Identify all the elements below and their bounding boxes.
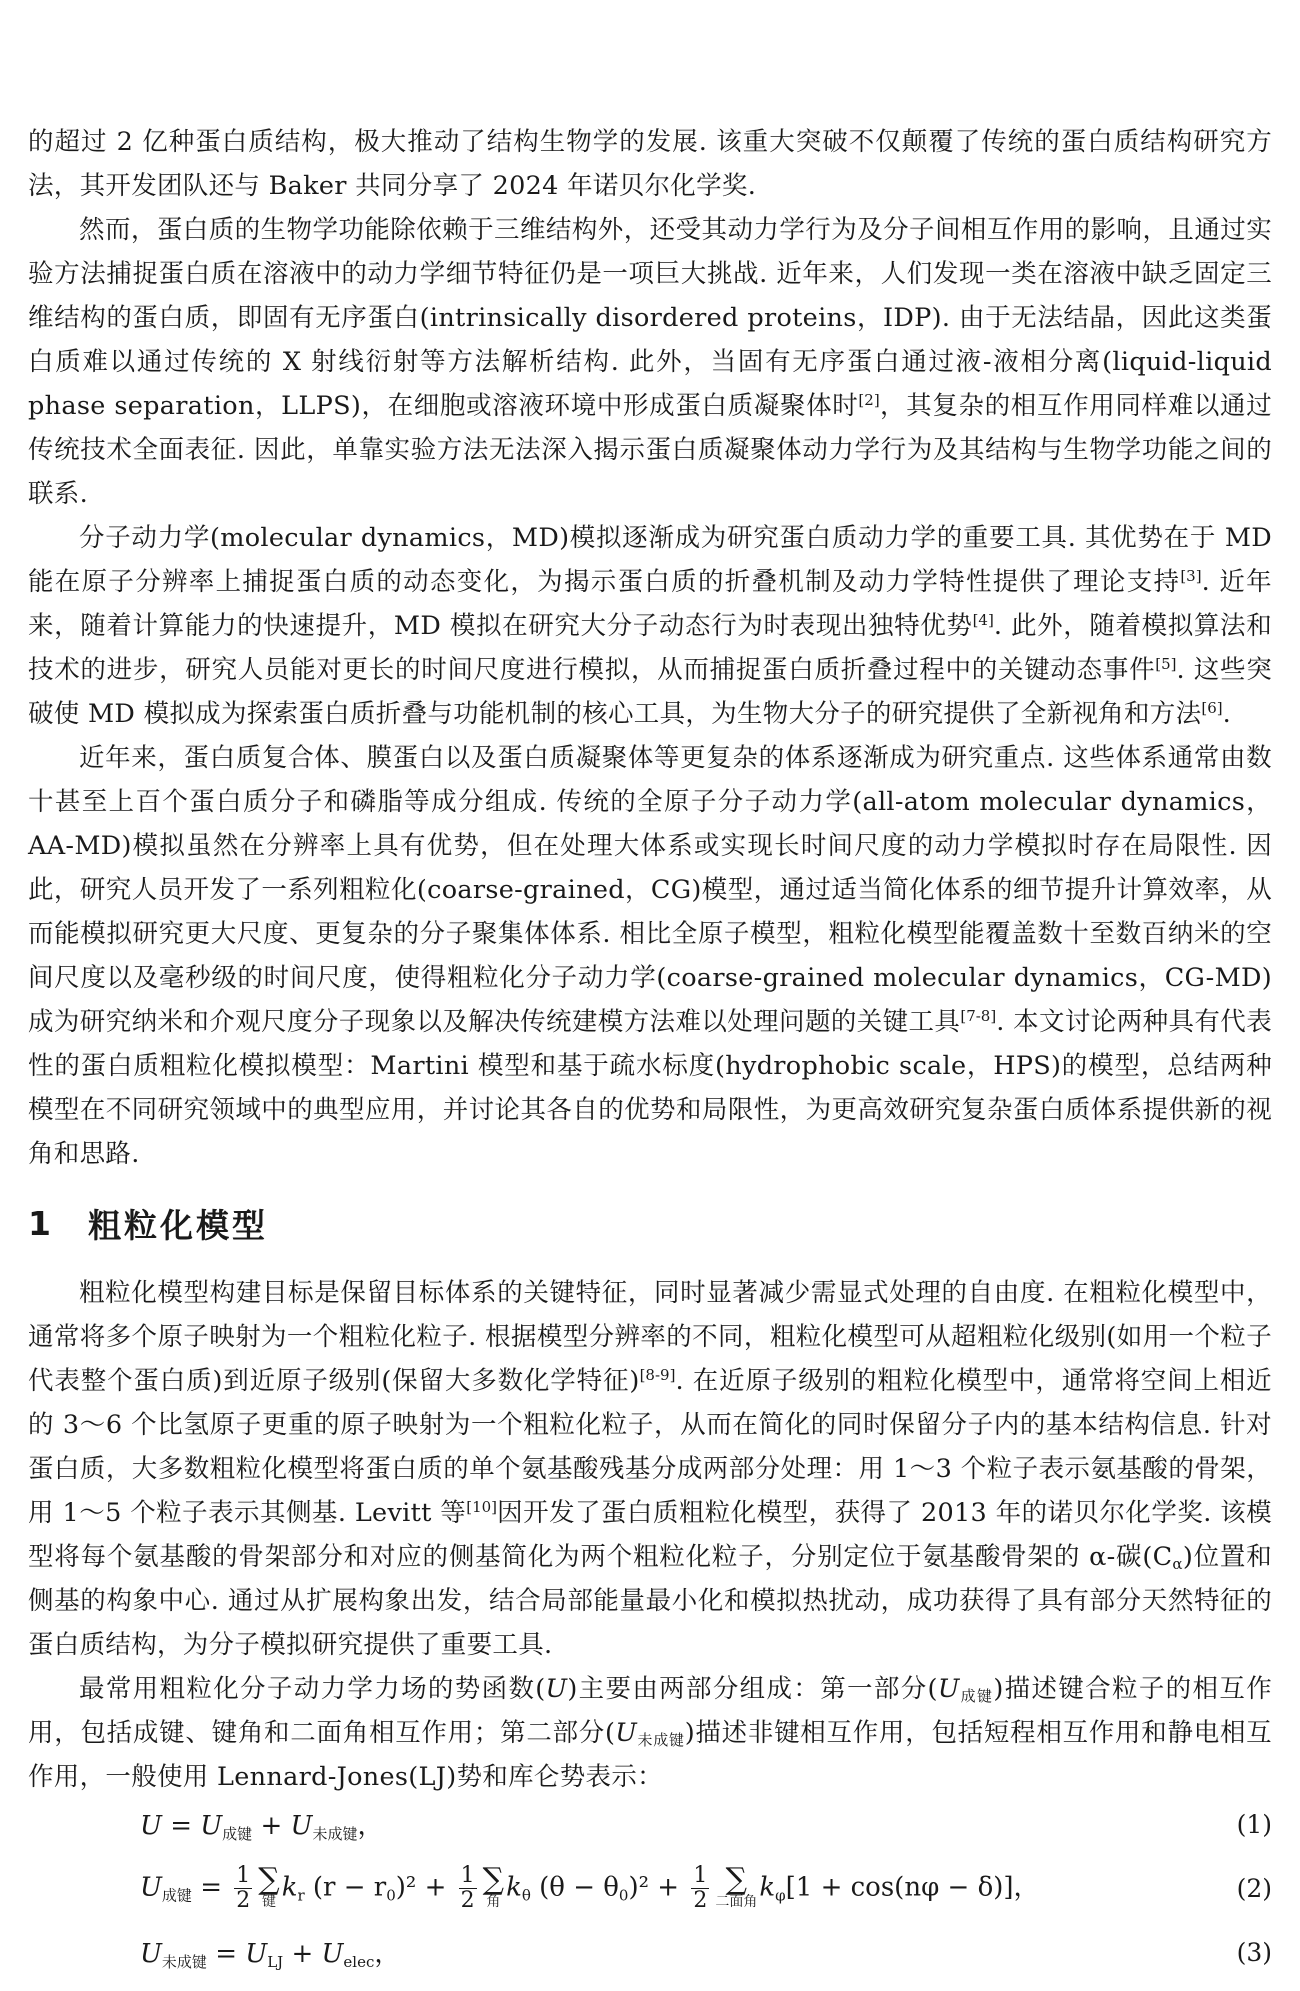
section-title: 粗粒化模型 xyxy=(88,1205,268,1245)
paragraph-cg-model: 粗粒化模型构建目标是保留目标体系的关键特征，同时显著减少需显式处理的自由度. 在粗粒化模型中，通常将多个原子映射为一个粗粒化粒子. 根据模型分辨率的不同，粗粒化模型可从超粗粒化级别(如用一个粒子代表整个蛋白质)到近原子级别(保留大多数化学特征)[8-9]. 在近原子级别的粗粒化模型中，通常将空间上相近的 3～6 个比氢原子更重的原子映射为一个粗粒化粒子，从而在简化的同时保留分子内的基本结构信息. 针对蛋白质，大多数粗粒化模型将蛋白质的单个氨基酸残基分成两部分处理：用 1～3 个粒子表示氨基酸的骨架，用 1～5 个粒子表示其侧基. Levitt 等[10]因开发了蛋白质粗粒化模型，获得了 2013 年的诺贝尔化学奖. 该模型将每个氨基酸的骨架部分和对应的侧基简化为两个粗粒化粒子，分别定位于氨基酸骨架的 α-碳$(C_\alpha)$位置和侧基的构象中心. 通过从扩展构象出发，结合局部能量最小化和模拟热扰动，成功获得了具有部分天然特征的蛋白质结构，为分子模拟研究提供了重要工具. xyxy=(28,1278,1272,1660)
paragraph-intro-continued: 的超过 2 亿种蛋白质结构，极大推动了结构生物学的发展. 该重大突破不仅颠覆了传统的蛋白质结构研究方法，其开发团队还与 Baker 共同分享了 2024 年诺贝尔化学奖. xyxy=(28,127,1272,201)
citation[interactable]: [5] xyxy=(1155,655,1177,673)
equation-number: (3) xyxy=(1236,1937,1272,1967)
equation-2: U成键 = $\frac{1}{2}$ ∑ 键 kr (r − r0)² + $\frac{1}{2}$ ∑ 角 kθ (θ − θ0)² + $\frac{1}{2}$ ∑ 二面角 kφ[1 + cos(nφ − δ)]， (2) xyxy=(140,1862,1272,1913)
section-body xyxy=(28,1271,1272,1977)
equation-number: (2) xyxy=(1236,1873,1272,1903)
paragraph-md: 分子动力学(molecular dynamics，MD)模拟逐渐成为研究蛋白质动力学的重要工具. 其优势在于 MD 能在原子分辨率上捕捉蛋白质的动态变化，为揭示蛋白质的折叠机制及动力学特性提供了理论支持[3]. 近年来，随着计算能力的快速提升，MD 模拟在研究大分子动态行为时表现出独特优势[4]. 此外，随着模拟算法和技术的进步，研究人员能对更长的时间尺度进行模拟，从而捕捉蛋白质折叠过程中的关键动态事件[5]. 这些突破使 MD 模拟成为探索蛋白质折叠与功能机制的核心工具，为生物大分子的研究提供了全新视角和方法[6]. xyxy=(28,523,1272,729)
citation[interactable]: [6] xyxy=(1201,699,1223,717)
paragraph-potential: 最常用粗粒化分子动力学力场的势函数(U)主要由两部分组成：第一部分$(U_{成键})$描述键合粒子的相互作用，包括成键、键角和二面角相互作用；第二部分$(U_{未成键})$描述非键相互作用，包括短程相互作用和静电相互作用，一般使用 Lennard-Jones(LJ)势和库仑势表示： xyxy=(28,1674,1272,1792)
citation[interactable]: [7-8] xyxy=(960,1007,997,1025)
paragraph-idp: 然而，蛋白质的生物学功能除依赖于三维结构外，还受其动力学行为及分子间相互作用的影响，且通过实验方法捕捉蛋白质在溶液中的动力学细节特征仍是一项巨大挑战. 近年来，人们发现一类在溶液中缺乏固定三维结构的蛋白质，即固有无序蛋白(intrinsically disordered proteins，IDP). 由于无法结晶，因此这类蛋白质难以通过传统的 X 射线衍射等方法解析结构. 此外，当固有无序蛋白通过液-液相分离(liquid-liquid phase separation，LLPS)，在细胞或溶液环境中形成蛋白质凝聚体时[2]，其复杂的相互作用同样难以通过传统技术全面表征. 因此，单靠实验方法无法深入揭示蛋白质凝聚体动力学行为及其结构与生物学功能之间的联系. xyxy=(28,215,1272,509)
equation-1: U = U成键 + U未成键， (1) xyxy=(140,1809,1272,1843)
citation[interactable]: [4] xyxy=(972,611,994,629)
citation[interactable]: [3] xyxy=(1180,567,1202,585)
section-number: 1 xyxy=(28,1203,54,1243)
citation[interactable]: [2] xyxy=(858,391,880,409)
equation-block xyxy=(28,1799,1272,1977)
citation[interactable]: [10] xyxy=(466,1498,498,1516)
paragraph-cg-intro: 近年来，蛋白质复合体、膜蛋白以及蛋白质凝聚体等更复杂的体系逐渐成为研究重点. 这些体系通常由数十甚至上百个蛋白质分子和磷脂等成分组成. 传统的全原子分子动力学(all-atom molecular dynamics，AA-MD)模拟虽然在分辨率上具有优势，但在处理大体系或实现长时间尺度的动力学模拟时存在局限性. 因此，研究人员开发了一系列粗粒化(coarse-grained，CG)模型，通过适当简化体系的细节提升计算效率，从而能模拟研究更大尺度、更复杂的分子聚集体体系. 相比全原子模型，粗粒化模型能覆盖数十至数百纳米的空间尺度以及毫秒级的时间尺度，使得粗粒化分子动力学(coarse-grained molecular dynamics，CG-MD)成为研究纳米和介观尺度分子现象以及解决传统建模方法难以处理问题的关键工具[7-8]. 本文讨论两种具有代表性的蛋白质粗粒化模拟模型：Martini 模型和基于疏水标度(hydrophobic scale，HPS)的模型，总结两种模型在不同研究领域中的典型应用，并讨论其各自的优势和局限性，为更高效研究复杂蛋白质体系提供新的视角和思路. xyxy=(28,743,1272,1169)
equation-3: U未成键 = ULJ + Uelec， (3) xyxy=(140,1937,1272,1971)
equation-number: (1) xyxy=(1236,1809,1272,1839)
citation[interactable]: [8-9] xyxy=(639,1366,676,1384)
section-heading xyxy=(28,1191,1272,1255)
